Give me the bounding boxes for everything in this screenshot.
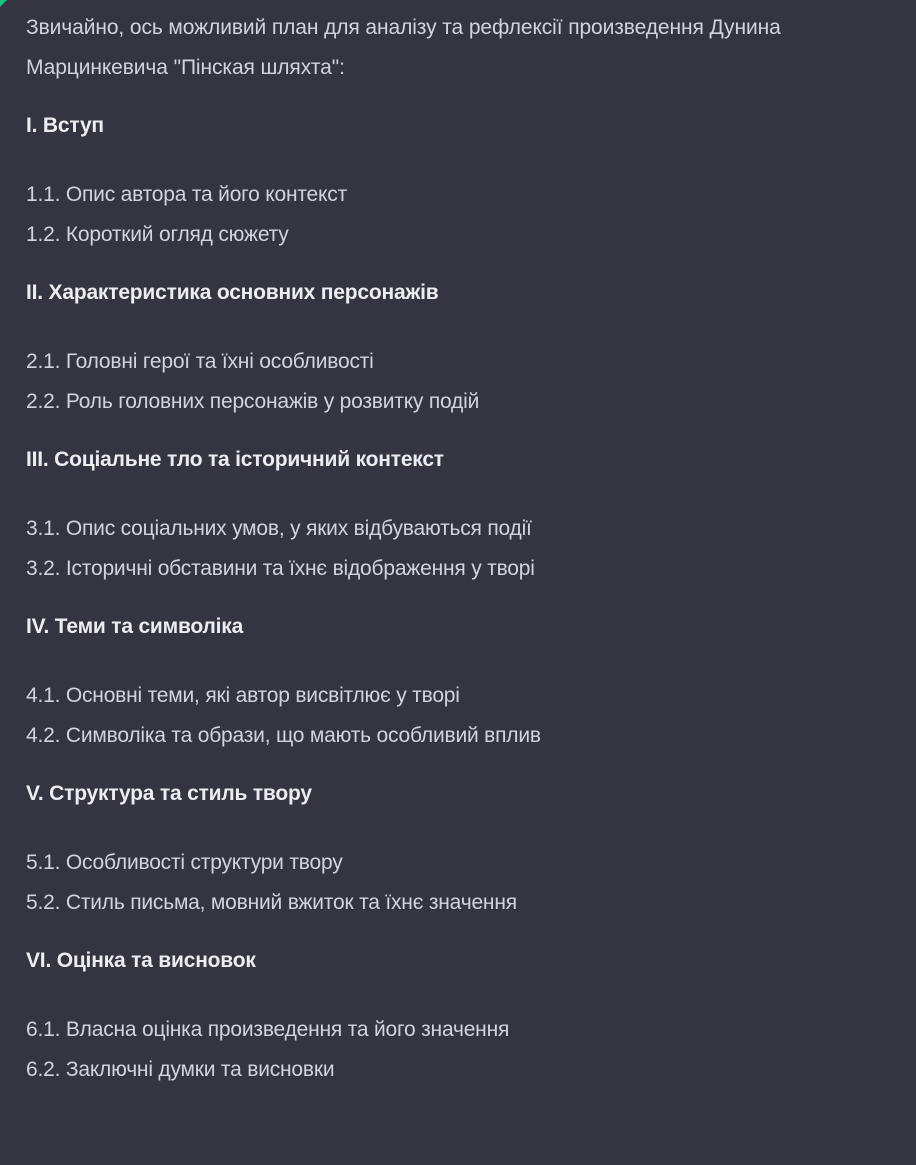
- plan-section: [26, 941, 896, 1090]
- plan-item: 2.1. Головні герої та їхні особливості: [26, 350, 374, 373]
- plan-item: 6.1. Власна оцінка произведення та його значення: [26, 1018, 510, 1041]
- plan-item: 5.2. Стиль письма, мовний вжиток та їхнє значення: [26, 891, 517, 914]
- section-heading: VI. Оцінка та висновок: [26, 949, 256, 972]
- plan-item: 4.1. Основні теми, які автор висвітлює у творі: [26, 684, 460, 707]
- plan-item: 1.1. Опис автора та його контекст: [26, 183, 347, 206]
- section-heading: IV. Теми та символіка: [26, 615, 244, 638]
- section-items: [26, 676, 896, 756]
- plan-item: 2.2. Роль головних персонажів у розвитку подій: [26, 390, 480, 413]
- plan-item: 6.2. Заключні думки та висновки: [26, 1058, 335, 1081]
- plan-item: 5.1. Особливості структури твору: [26, 851, 343, 874]
- section-items: [26, 509, 896, 589]
- message-intro: Звичайно, ось можливий план для аналізу та рефлексії произведення Дунина Марцинкевича "Пінская шляхта":: [26, 16, 781, 79]
- section-items: [26, 175, 896, 255]
- assistant-message: [26, 8, 896, 1090]
- section-heading: I. Вступ: [26, 114, 104, 137]
- plan-section: [26, 607, 896, 756]
- plan-section: [26, 440, 896, 589]
- section-items: [26, 342, 896, 422]
- plan-section: [26, 106, 896, 255]
- plan-item: 3.2. Історичні обставини та їхнє відображення у творі: [26, 557, 535, 580]
- plan-section: [26, 273, 896, 422]
- plan-item: 4.2. Символіка та образи, що мають особливий вплив: [26, 724, 541, 747]
- plan-item: 3.1. Опис соціальних умов, у яких відбуваються події: [26, 517, 532, 540]
- plan-section: [26, 774, 896, 923]
- assistant-avatar-corner: [0, 0, 7, 7]
- section-items: [26, 1010, 896, 1090]
- section-heading: II. Характеристика основних персонажів: [26, 281, 439, 304]
- plan-item: 1.2. Короткий огляд сюжету: [26, 223, 289, 246]
- section-heading: III. Соціальне тло та історичний контекст: [26, 448, 444, 471]
- section-items: [26, 843, 896, 923]
- section-heading: V. Структура та стиль твору: [26, 782, 312, 805]
